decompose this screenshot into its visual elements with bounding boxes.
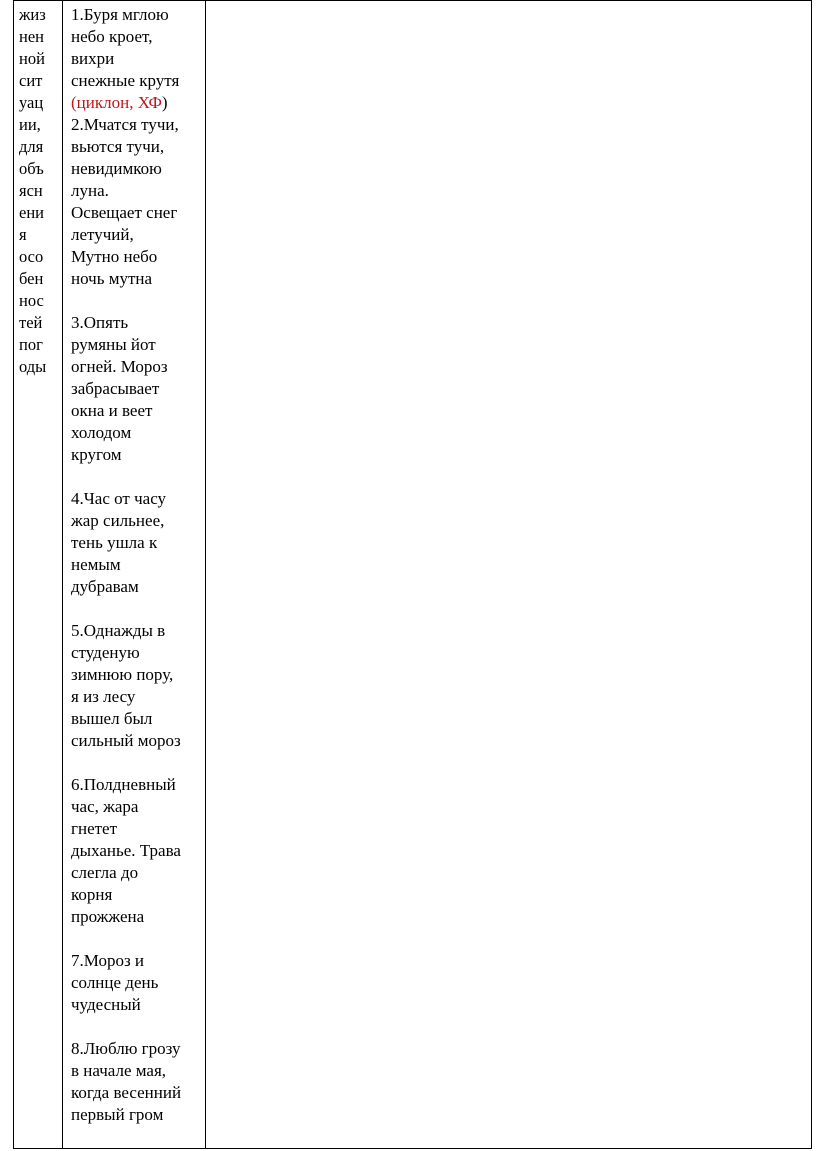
text-line: холодом [71,423,132,442]
text-line: 6.Полдневный [71,775,176,794]
text-line: 1.Буря мглою [71,5,169,24]
syllable: ии, [19,115,41,134]
text-line: час, жара [71,797,139,816]
syllable: нен [19,27,44,46]
text-line: дубравам [71,577,139,596]
text-line: огней. Мороз [71,357,168,376]
text-line: я из лесу [71,687,136,706]
text-line: немым [71,555,121,574]
example-item-3 [71,312,205,466]
text-line: невидимкою [71,159,162,178]
text-line: солнце день [71,973,159,992]
example-item-7 [71,950,205,1016]
syllable: жиз [19,5,46,24]
spacer [71,1016,205,1038]
examples-cell [63,1,206,1149]
syllable: уац [19,93,44,112]
text-line: окна и веет [71,401,153,420]
text-line: вышел был [71,709,153,728]
empty-cell [206,1,812,1149]
table-row [14,1,812,1149]
text-line: румяны йот [71,335,156,354]
spacer [71,466,205,488]
text-line: вьются тучи, [71,137,165,156]
document-table [13,0,812,1149]
text-line: жар сильнее, [71,511,165,530]
text-line: когда весенний [71,1083,182,1102]
example-item-4 [71,488,205,598]
text-line: забрасывает [71,379,160,398]
spacer [71,928,205,950]
text-line: корня [71,885,113,904]
text-line: Мутно небо [71,247,158,266]
text-line: чудесный [71,995,141,1014]
text-line: летучий, [71,225,134,244]
example-item-8 [71,1038,205,1126]
syllable: ясн [19,181,43,200]
syllable: осо [19,247,44,266]
spacer [71,598,205,620]
annotation-close-paren: ) [161,93,168,112]
examples-text [63,1,205,1126]
text-line: слегла до [71,863,139,882]
text-line: студеную [71,643,140,662]
spacer [71,290,205,312]
annotation-note: циклон, ХФ [76,93,162,112]
text-line: вихри [71,49,115,68]
syllable: для [19,137,44,156]
text-line: снежные крутя [71,71,180,90]
text-line: первый гром [71,1105,164,1124]
syllable: тей [19,313,43,332]
text-line: прожжена [71,907,145,926]
criteria-text [14,1,62,378]
text-line: в начале мая, [71,1061,167,1080]
text-line: Освещает снег [71,203,178,222]
text-line: 7.Мороз и [71,951,145,970]
spacer [71,752,205,774]
syllable: я [19,225,27,244]
text-line: 2.Мчатся тучи, [71,115,179,134]
text-line: тень ушла к [71,533,158,552]
text-line: зимнюю пору, [71,665,174,684]
example-item-5 [71,620,205,752]
example-item-6 [71,774,205,928]
syllable: пог [19,335,43,354]
example-item-2 [71,114,205,290]
syllable: объ [19,159,44,178]
text-line: 4.Час от часу [71,489,167,508]
syllable: сит [19,71,43,90]
text-line: 8.Люблю грозу [71,1039,181,1058]
syllable: ени [19,203,44,222]
text-line: ночь мутна [71,269,153,288]
text-line: луна. [71,181,109,200]
syllable: бен [19,269,44,288]
criteria-cell [14,1,63,1149]
text-line: сильный мороз [71,731,181,750]
text-line: 3.Опять [71,313,129,332]
example-item-1 [71,4,205,114]
syllable: нос [19,291,44,310]
text-line: кругом [71,445,122,464]
annotation-line [71,92,205,114]
syllable: ной [19,49,45,68]
text-line: гнетет [71,819,118,838]
text-line: дыханье. Трава [71,841,181,860]
syllable: оды [19,357,47,376]
annotation-open-paren: ( [71,93,77,112]
text-line: 5.Однажды в [71,621,166,640]
text-line: небо кроет, [71,27,153,46]
